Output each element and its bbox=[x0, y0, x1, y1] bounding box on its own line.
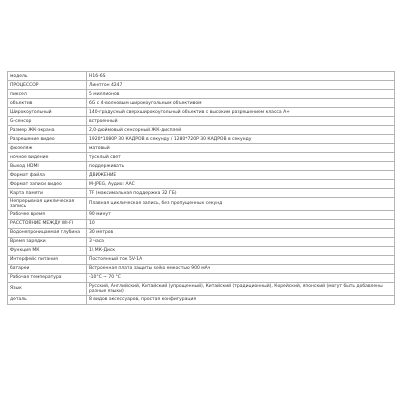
spec-label: батареи bbox=[8, 264, 87, 273]
spec-value: 8 видов аксессуаров, простая конфигурация bbox=[87, 295, 395, 304]
spec-row bbox=[8, 72, 395, 81]
spec-row bbox=[8, 171, 395, 180]
spec-value: Плавная циклическая запись, без пропущенных секунд bbox=[87, 198, 395, 211]
spec-label: РАССТОЯНИЕ МЕЖДУ WI-FI bbox=[8, 219, 87, 228]
spec-value: 6G с 4-волновым широкоугольным объективом bbox=[87, 99, 395, 108]
spec-value: ДВИЖЕНИЕ bbox=[87, 171, 395, 180]
spec-row bbox=[8, 237, 395, 246]
spec-value: поддерживать bbox=[87, 162, 395, 171]
spec-label: модель bbox=[8, 72, 87, 81]
spec-value: Русский, Английский, Китайский (упрощенный), Китайский (традиционный), Корейский, японский (могут быть добавлены разные языки) bbox=[87, 282, 395, 295]
spec-label: Разрешение видео bbox=[8, 135, 87, 144]
spec-value: Линптон 4247 bbox=[87, 81, 395, 90]
spec-value: 3 часа bbox=[87, 237, 395, 246]
spec-label: Водонепроницаемая глубина bbox=[8, 228, 87, 237]
spec-label: Рабочее время bbox=[8, 210, 87, 219]
spec-label: Широкоугольный bbox=[8, 108, 87, 117]
spec-value: Встроенная плата защиты seiko емкостью 900 мАч bbox=[87, 264, 395, 273]
spec-row bbox=[8, 117, 395, 126]
spec-value: 140-градусный сверхширокоугольный объектив с высоким разрешением класса A+ bbox=[87, 108, 395, 117]
spec-row bbox=[8, 126, 395, 135]
spec-value: TF (максимальная поддержка 32 ГБ) bbox=[87, 189, 395, 198]
spec-row bbox=[8, 99, 395, 108]
spec-value: 1920*1080P 30 КАДРОВ в секунду / 1280*720P 30 КАДРОВ в секунду bbox=[87, 135, 395, 144]
spec-value: встроенный bbox=[87, 117, 395, 126]
spec-label: объектив bbox=[8, 99, 87, 108]
spec-row bbox=[8, 81, 395, 90]
spec-row bbox=[8, 153, 395, 162]
spec-row bbox=[8, 228, 395, 237]
spec-label: фюзеляж bbox=[8, 144, 87, 153]
spec-row bbox=[8, 255, 395, 264]
spec-label: Функция МК bbox=[8, 246, 87, 255]
spec-row bbox=[8, 295, 395, 304]
spec-table bbox=[7, 71, 395, 305]
spec-value: 1\ МК-Диск bbox=[87, 246, 395, 255]
spec-row bbox=[8, 90, 395, 99]
spec-label: Формат файла bbox=[8, 171, 87, 180]
spec-row bbox=[8, 282, 395, 295]
spec-value: 90 минут bbox=[87, 210, 395, 219]
spec-label: Размер ЖК-экрана bbox=[8, 126, 87, 135]
spec-row bbox=[8, 198, 395, 211]
spec-row bbox=[8, 210, 395, 219]
spec-table-body bbox=[8, 72, 395, 305]
spec-label: ПРОЦЕССОР bbox=[8, 81, 87, 90]
spec-row bbox=[8, 108, 395, 117]
spec-row bbox=[8, 135, 395, 144]
spec-row bbox=[8, 189, 395, 198]
spec-value: 10 bbox=[87, 219, 395, 228]
spec-value: тусклый свет bbox=[87, 153, 395, 162]
spec-row bbox=[8, 144, 395, 153]
spec-label: Выход HDMI bbox=[8, 162, 87, 171]
spec-row bbox=[8, 273, 395, 282]
spec-value: H16-6S bbox=[87, 72, 395, 81]
spec-label: Интерфейс питания bbox=[8, 255, 87, 264]
spec-value: 2,0-дюймовый сенсорный ЖК-дисплей bbox=[87, 126, 395, 135]
spec-label: деталь bbox=[8, 295, 87, 304]
spec-label: пиксел bbox=[8, 90, 87, 99]
spec-label: G-сенсор bbox=[8, 117, 87, 126]
spec-label: Карта памяти bbox=[8, 189, 87, 198]
spec-label: Язык bbox=[8, 282, 87, 295]
spec-value: -10°C ~ 70 °C bbox=[87, 273, 395, 282]
spec-row bbox=[8, 264, 395, 273]
spec-label: Непрерывная циклическая запись bbox=[8, 198, 87, 211]
spec-value: M-JPEG, Аудио: AAC bbox=[87, 180, 395, 189]
spec-value: 30 метров bbox=[87, 228, 395, 237]
spec-value: матовый bbox=[87, 144, 395, 153]
spec-row bbox=[8, 246, 395, 255]
spec-label: Формат записи видео bbox=[8, 180, 87, 189]
spec-label: Рабочая температура bbox=[8, 273, 87, 282]
spec-row bbox=[8, 162, 395, 171]
spec-label: ночное видение bbox=[8, 153, 87, 162]
spec-label: Время зарядки bbox=[8, 237, 87, 246]
spec-row bbox=[8, 180, 395, 189]
spec-value: Постоянный ток 5V-1A bbox=[87, 255, 395, 264]
spec-row bbox=[8, 219, 395, 228]
spec-value: 5 миллионов bbox=[87, 90, 395, 99]
